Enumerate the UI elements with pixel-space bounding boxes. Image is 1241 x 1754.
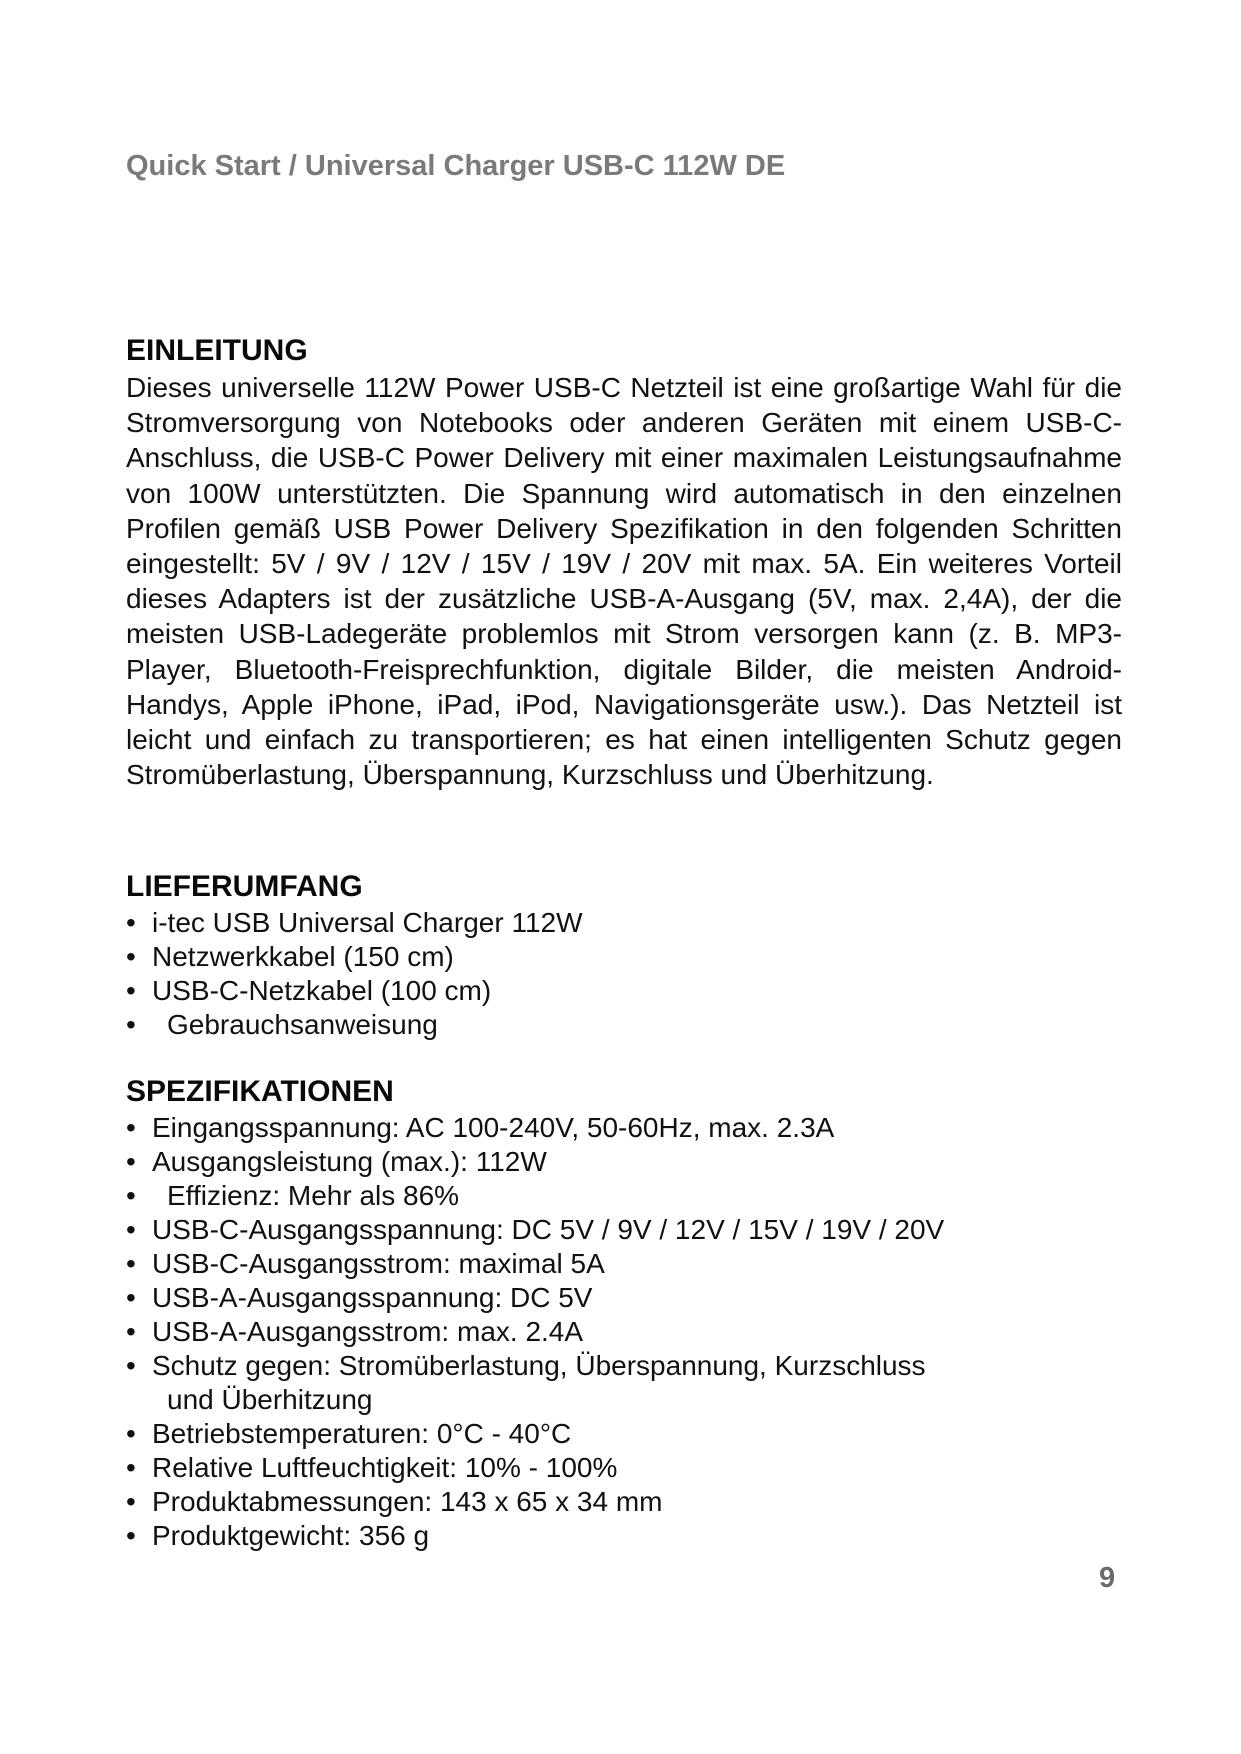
list-item: • Eingangsspannung: AC 100-240V, 50-60Hz, max. 2.3A bbox=[126, 1111, 944, 1145]
page-header: Quick Start / Universal Charger USB-C 112W DE bbox=[126, 150, 786, 182]
package-contents-list bbox=[126, 906, 583, 1042]
list-item-continuation: und Überhitzung bbox=[167, 1384, 373, 1415]
list-item: • USB-A-Ausgangsstrom: max. 2.4A bbox=[126, 1315, 944, 1349]
list-item: • USB-C-Ausgangsstrom: maximal 5A bbox=[126, 1247, 944, 1281]
list-item: • Produktgewicht: 356 g bbox=[126, 1519, 944, 1553]
list-item: • Gebrauchsanweisung bbox=[126, 1008, 583, 1042]
list-item: • Relative Luftfeuchtigkeit: 10% - 100% bbox=[126, 1451, 944, 1485]
heading-introduction: EINLEITUNG bbox=[126, 334, 308, 367]
introduction-paragraph: Dieses universelle 112W Power USB-C Netzteil ist eine großartige Wahl für die Stromversorgung von Notebooks oder anderen Geräten mit einem USB-C-Anschluss, die USB-C Power Delivery mit einer maximalen Leistungsaufnahme von 100W unterstützten. Die Spannung wird automatisch in den einzelnen Profilen gemäß USB Power Delivery Spezifikation in den folgenden Schritten eingestellt: 5V / 9V / 12V / 15V / 19V / 20V mit max. 5A. Ein weiteres Vorteil dieses Adapters ist der zusätzliche USB-A-Ausgang (5V, max. 2,4A), der die meisten USB-Ladegeräte problemlos mit Strom versorgen kann (z. B. MP3-Player, Bluetooth-Freisprechfunktion, digitale Bilder, die meisten Android-Handys, Apple iPhone, iPad, iPod, Navigationsgeräte usw.). Das Netzteil ist leicht und einfach zu transportieren; es hat einen intelligenten Schutz gegen Stromüberlastung, Überspannung, Kurzschluss und Überhitzung. bbox=[126, 372, 1122, 791]
list-item: • USB-A-Ausgangsspannung: DC 5V bbox=[126, 1281, 944, 1315]
list-item: • i-tec USB Universal Charger 112W bbox=[126, 906, 583, 940]
list-item: • Effizienz: Mehr als 86% bbox=[126, 1179, 944, 1213]
specifications-list bbox=[126, 1111, 944, 1553]
list-item: • USB-C-Ausgangsspannung: DC 5V / 9V / 12V / 15V / 19V / 20V bbox=[126, 1213, 944, 1247]
heading-specifications: SPEZIFIKATIONEN bbox=[126, 1075, 394, 1108]
list-item: • Betriebstemperaturen: 0°C - 40°C bbox=[126, 1417, 944, 1451]
heading-package-contents: LIEFERUMFANG bbox=[126, 870, 363, 903]
list-item: • USB-C-Netzkabel (100 cm) bbox=[126, 974, 583, 1008]
list-item: • Ausgangsleistung (max.): 112W bbox=[126, 1145, 944, 1179]
list-item: • Produktabmessungen: 143 x 65 x 34 mm bbox=[126, 1485, 944, 1519]
list-item bbox=[126, 1349, 944, 1417]
list-item-text: Schutz gegen: Stromüberlastung, Überspannung, Kurzschluss bbox=[152, 1350, 926, 1381]
list-item: • Netzwerkkabel (150 cm) bbox=[126, 940, 583, 974]
page-number: 9 bbox=[1099, 1562, 1116, 1594]
